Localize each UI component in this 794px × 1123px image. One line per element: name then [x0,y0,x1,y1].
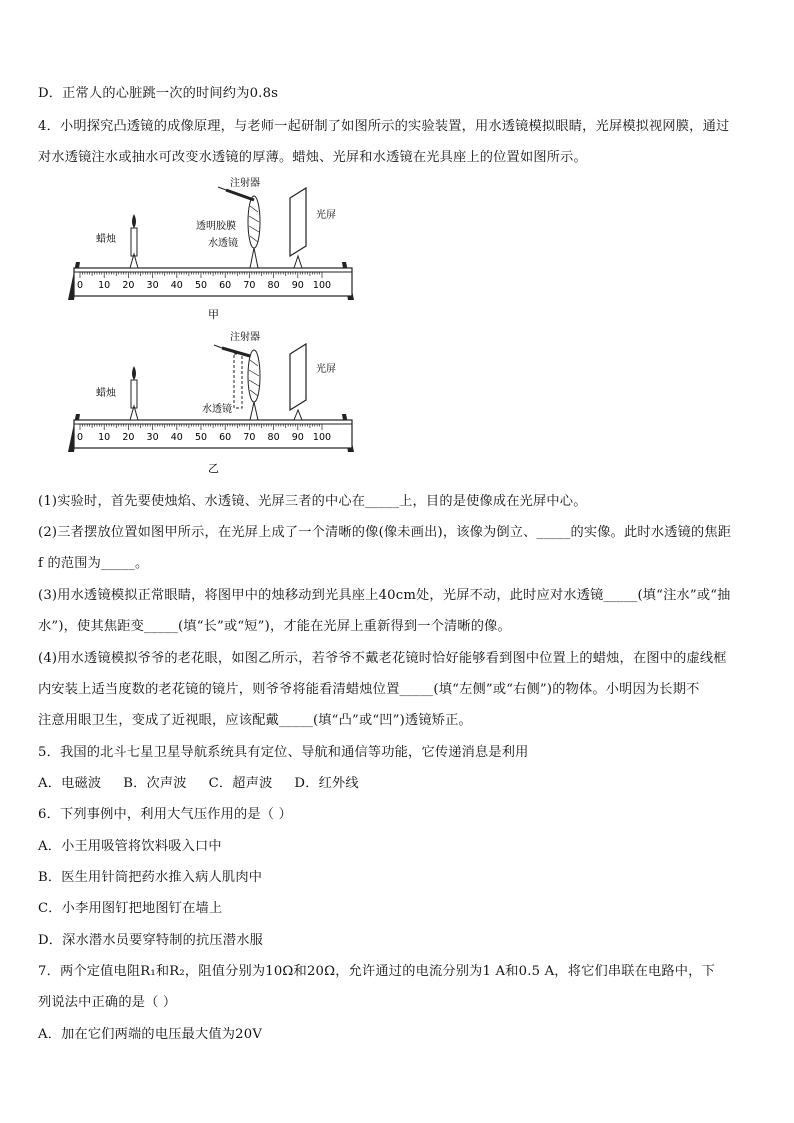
bench-a [68,262,354,300]
syringe-label-a: 注射器 [230,178,260,189]
figure-b-tick-label: 30 [146,432,159,443]
question-4-line-2: 对水透镜注水或抽水可改变水透镜的厚薄。蜡烛、光屏和水透镜在光具座上的位置如图所示。 [38,150,587,165]
question-6-stem: 6．下列事例中，利用大气压作用的是（ ） [38,807,292,822]
question-6-option-d: D．深水潜水员要穿特制的抗压潜水服 [38,933,263,948]
figure-b-tick-label: 0 [76,432,84,443]
glasses-dashed-box [234,354,242,408]
question-6-option-c: C．小李用图钉把地图钉在墙上 [38,901,223,916]
question-5-stem: 5．我国的北斗七星卫星导航系统具有定位、导航和通信等功能，它传递消息是利用 [38,745,529,760]
candle-label-a: 蜡烛 [96,234,116,245]
figure-b-tick-label: 40 [170,432,183,443]
figure-a-tick-label: 80 [267,280,280,291]
membrane-label-a: 透明胶膜 [196,221,236,232]
figure-a-optical-bench [58,172,368,322]
figure-a-tick-label: 20 [122,280,135,291]
figure-a-tick-label: 0 [76,280,84,291]
water-lens-b [248,350,260,420]
syringe-label-b: 注射器 [230,332,260,343]
figure-a-tick-label: 90 [291,280,304,291]
bench-b [68,414,354,452]
water-lens-a [248,196,260,268]
candle-label-b: 蜡烛 [96,388,116,399]
question-4-part-4-line-2: 内安装上适当度数的老花镜的镜片，则爷爷将能看清蜡烛位置_____(填“左侧”或“右侧”)的物体。小明因为长期不 [38,682,700,697]
option-d-heartbeat: D．正常人的心脏跳一次的时间约为0.8s [38,86,279,101]
syringe-b [214,345,250,356]
figure-b-tick-label: 70 [243,432,256,443]
screen-a [290,188,306,268]
question-6-option-b: B．医生用针筒把药水推入病人肌肉中 [38,870,263,885]
figure-b-tick-label: 20 [122,432,135,443]
caption-a: 甲 [208,308,219,321]
figure-b-tick-label: 10 [98,432,111,443]
figure-b-tick-label: 60 [219,432,232,443]
figure-a-tick-label: 70 [243,280,256,291]
figure-a-tick-label: 40 [170,280,183,291]
figure-a-tick-label: 60 [219,280,232,291]
figure-b-tick-label: 50 [194,432,208,443]
question-7-line-1: 7．两个定值电阻R₁和R₂，阻值分别为10Ω和20Ω，允许通过的电流分别为1 A和0.5 A，将它们串联在电路中，下 [38,964,715,979]
figure-a-tick-label: 50 [194,280,208,291]
question-7-line-2: 列说法中正确的是（ ） [38,995,177,1010]
question-4-line-1: 4．小明探究凸透镜的成像原理，与老师一起研制了如图所示的实验装置，用水透镜模拟眼睛，光屏模拟视网膜，通过 [38,119,730,134]
screen-label-b: 光屏 [316,364,336,375]
screen-b [290,344,306,420]
figure-a-tick-label: 30 [146,280,159,291]
question-4-part-3-line-1: (3)用水透镜模拟正常眼睛，将图甲中的烛移动到光具座上40cm处，光屏不动，此时应对水透镜_____(填“注水”或“抽 [38,588,731,603]
question-6-option-a: A．小王用吸管将饮料吸入口中 [38,839,222,854]
candle-b [130,366,138,420]
screen-label-a: 光屏 [316,210,336,221]
figure-a-tick-label: 10 [98,280,111,291]
figure-b-tick-label: 90 [291,432,304,443]
figure-b-tick-label: 100 [312,432,332,443]
question-4-part-2-line-2: f 的范围为_____。 [38,556,149,571]
lens-label-a: 水透镜 [208,238,238,249]
question-5-options: A．电磁波 B．次声波 C．超声波 D．红外线 [38,776,359,791]
figure-b-optical-bench [58,328,368,478]
question-4-part-4-line-3: 注意用眼卫生，变成了近视眼，应该配戴_____(填“凸”或“凹”)透镜矫正。 [38,713,472,728]
figure-a-tick-label: 100 [312,280,332,291]
question-4-part-2-line-1: (2)三者摆放位置如图甲所示，在光屏上成了一个清晰的像(像未画出)，该像为倒立、_____的实像。此时水透镜的焦距 [38,525,732,540]
caption-b: 乙 [208,462,219,475]
candle-a [130,214,138,268]
question-4-part-3-line-2: 水”)，使其焦距变_____(填“长”或“短”)，才能在光屏上重新得到一个清晰的像。 [38,619,511,634]
question-4-part-4-line-1: (4)用水透镜模拟爷爷的老花眼，如图乙所示，若爷爷不戴老花镜时恰好能够看到图中位置上的蜡烛，在图中的虚线框 [38,651,727,666]
lens-label-b: 水透镜 [202,404,232,415]
question-7-option-a: A．加在它们两端的电压最大值为20V [38,1027,263,1042]
figure-b-tick-label: 80 [267,432,280,443]
question-4-part-1: (1)实验时，首先要使烛焰、水透镜、光屏三者的中心在_____上，目的是使像成在光屏中心。 [38,494,587,509]
